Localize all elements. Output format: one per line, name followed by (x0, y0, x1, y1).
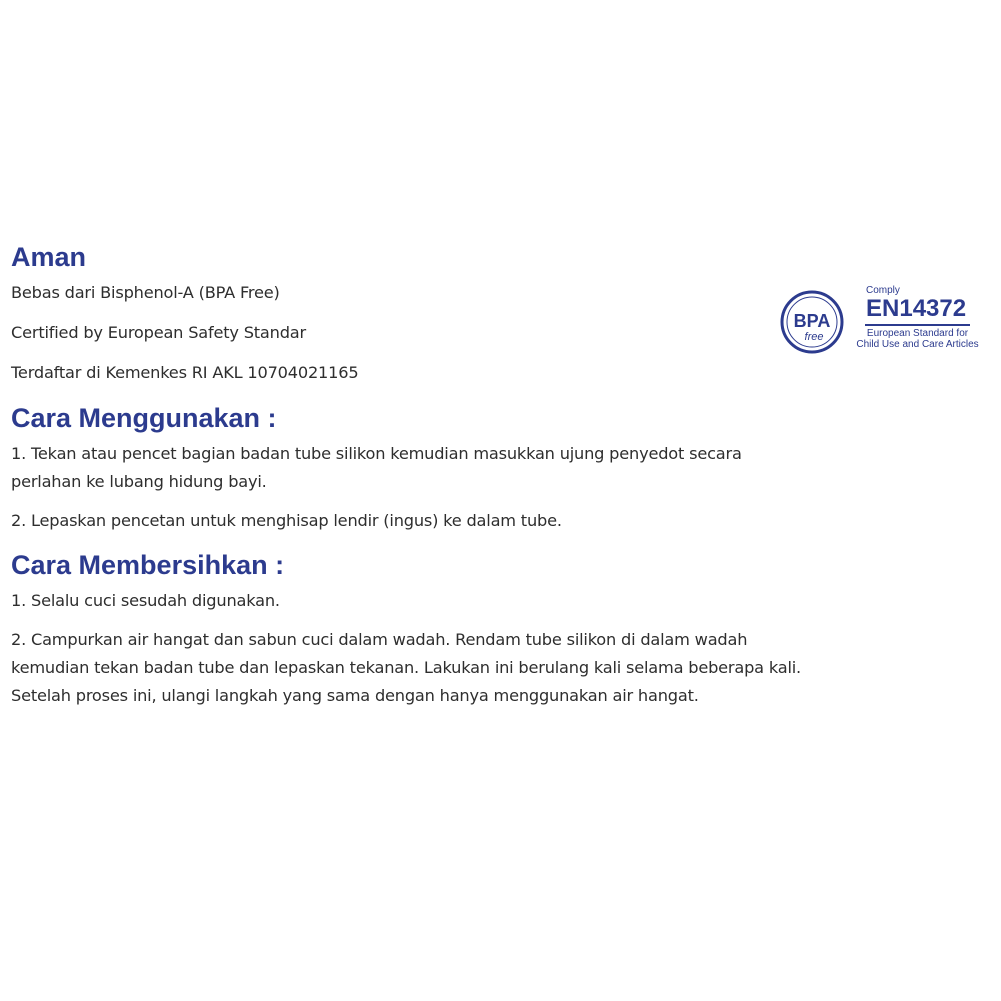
en-sub-line-1: European Standard for (866, 328, 969, 339)
aman-line-2: Certified by European Safety Standar (11, 323, 306, 342)
heading-cara-menggunakan: Cara Menggunakan : (11, 403, 277, 433)
en-divider (865, 324, 970, 326)
heading-cara-membersihkan: Cara Membersihkan : (11, 550, 285, 580)
en14372-badge (856, 286, 986, 350)
bpa-label: BPA (793, 311, 831, 331)
menggunakan-step-2: 2. Lepaskan pencetan untuk menghisap lendir (ingus) ke dalam tube. (11, 511, 562, 530)
product-info (11, 238, 801, 721)
en-sub-line-2: Child Use and Care Articles (856, 339, 979, 350)
membersihkan-step-1: 1. Selalu cuci sesudah digunakan. (11, 591, 280, 610)
bpa-free-label: free (804, 331, 824, 343)
heading-aman: Aman (11, 242, 87, 272)
aman-line-3: Terdaftar di Kemenkes RI AKL 10704021165 (11, 363, 359, 382)
comply-label: Comply (866, 285, 900, 296)
bpa-free-icon (780, 290, 844, 354)
certification-badges (780, 286, 985, 366)
en-standard-number: EN14372 (866, 295, 967, 322)
aman-line-1: Bebas dari Bisphenol-A (BPA Free) (11, 283, 280, 302)
membersihkan-step-2: 2. Campurkan air hangat dan sabun cuci dalam wadah. Rendam tube silikon di dalam wadah kemudian tekan badan tube dan lepaskan tekanan. Lakukan ini berulang kali selama beberapa kali. Setelah proses ini, ulangi langkah yang sama dengan hanya menggunakan air hangat. (11, 630, 801, 705)
menggunakan-step-1: 1. Tekan atau pencet bagian badan tube silikon kemudian masukkan ujung penyedot secara perlahan ke lubang hidung bayi. (11, 444, 742, 491)
